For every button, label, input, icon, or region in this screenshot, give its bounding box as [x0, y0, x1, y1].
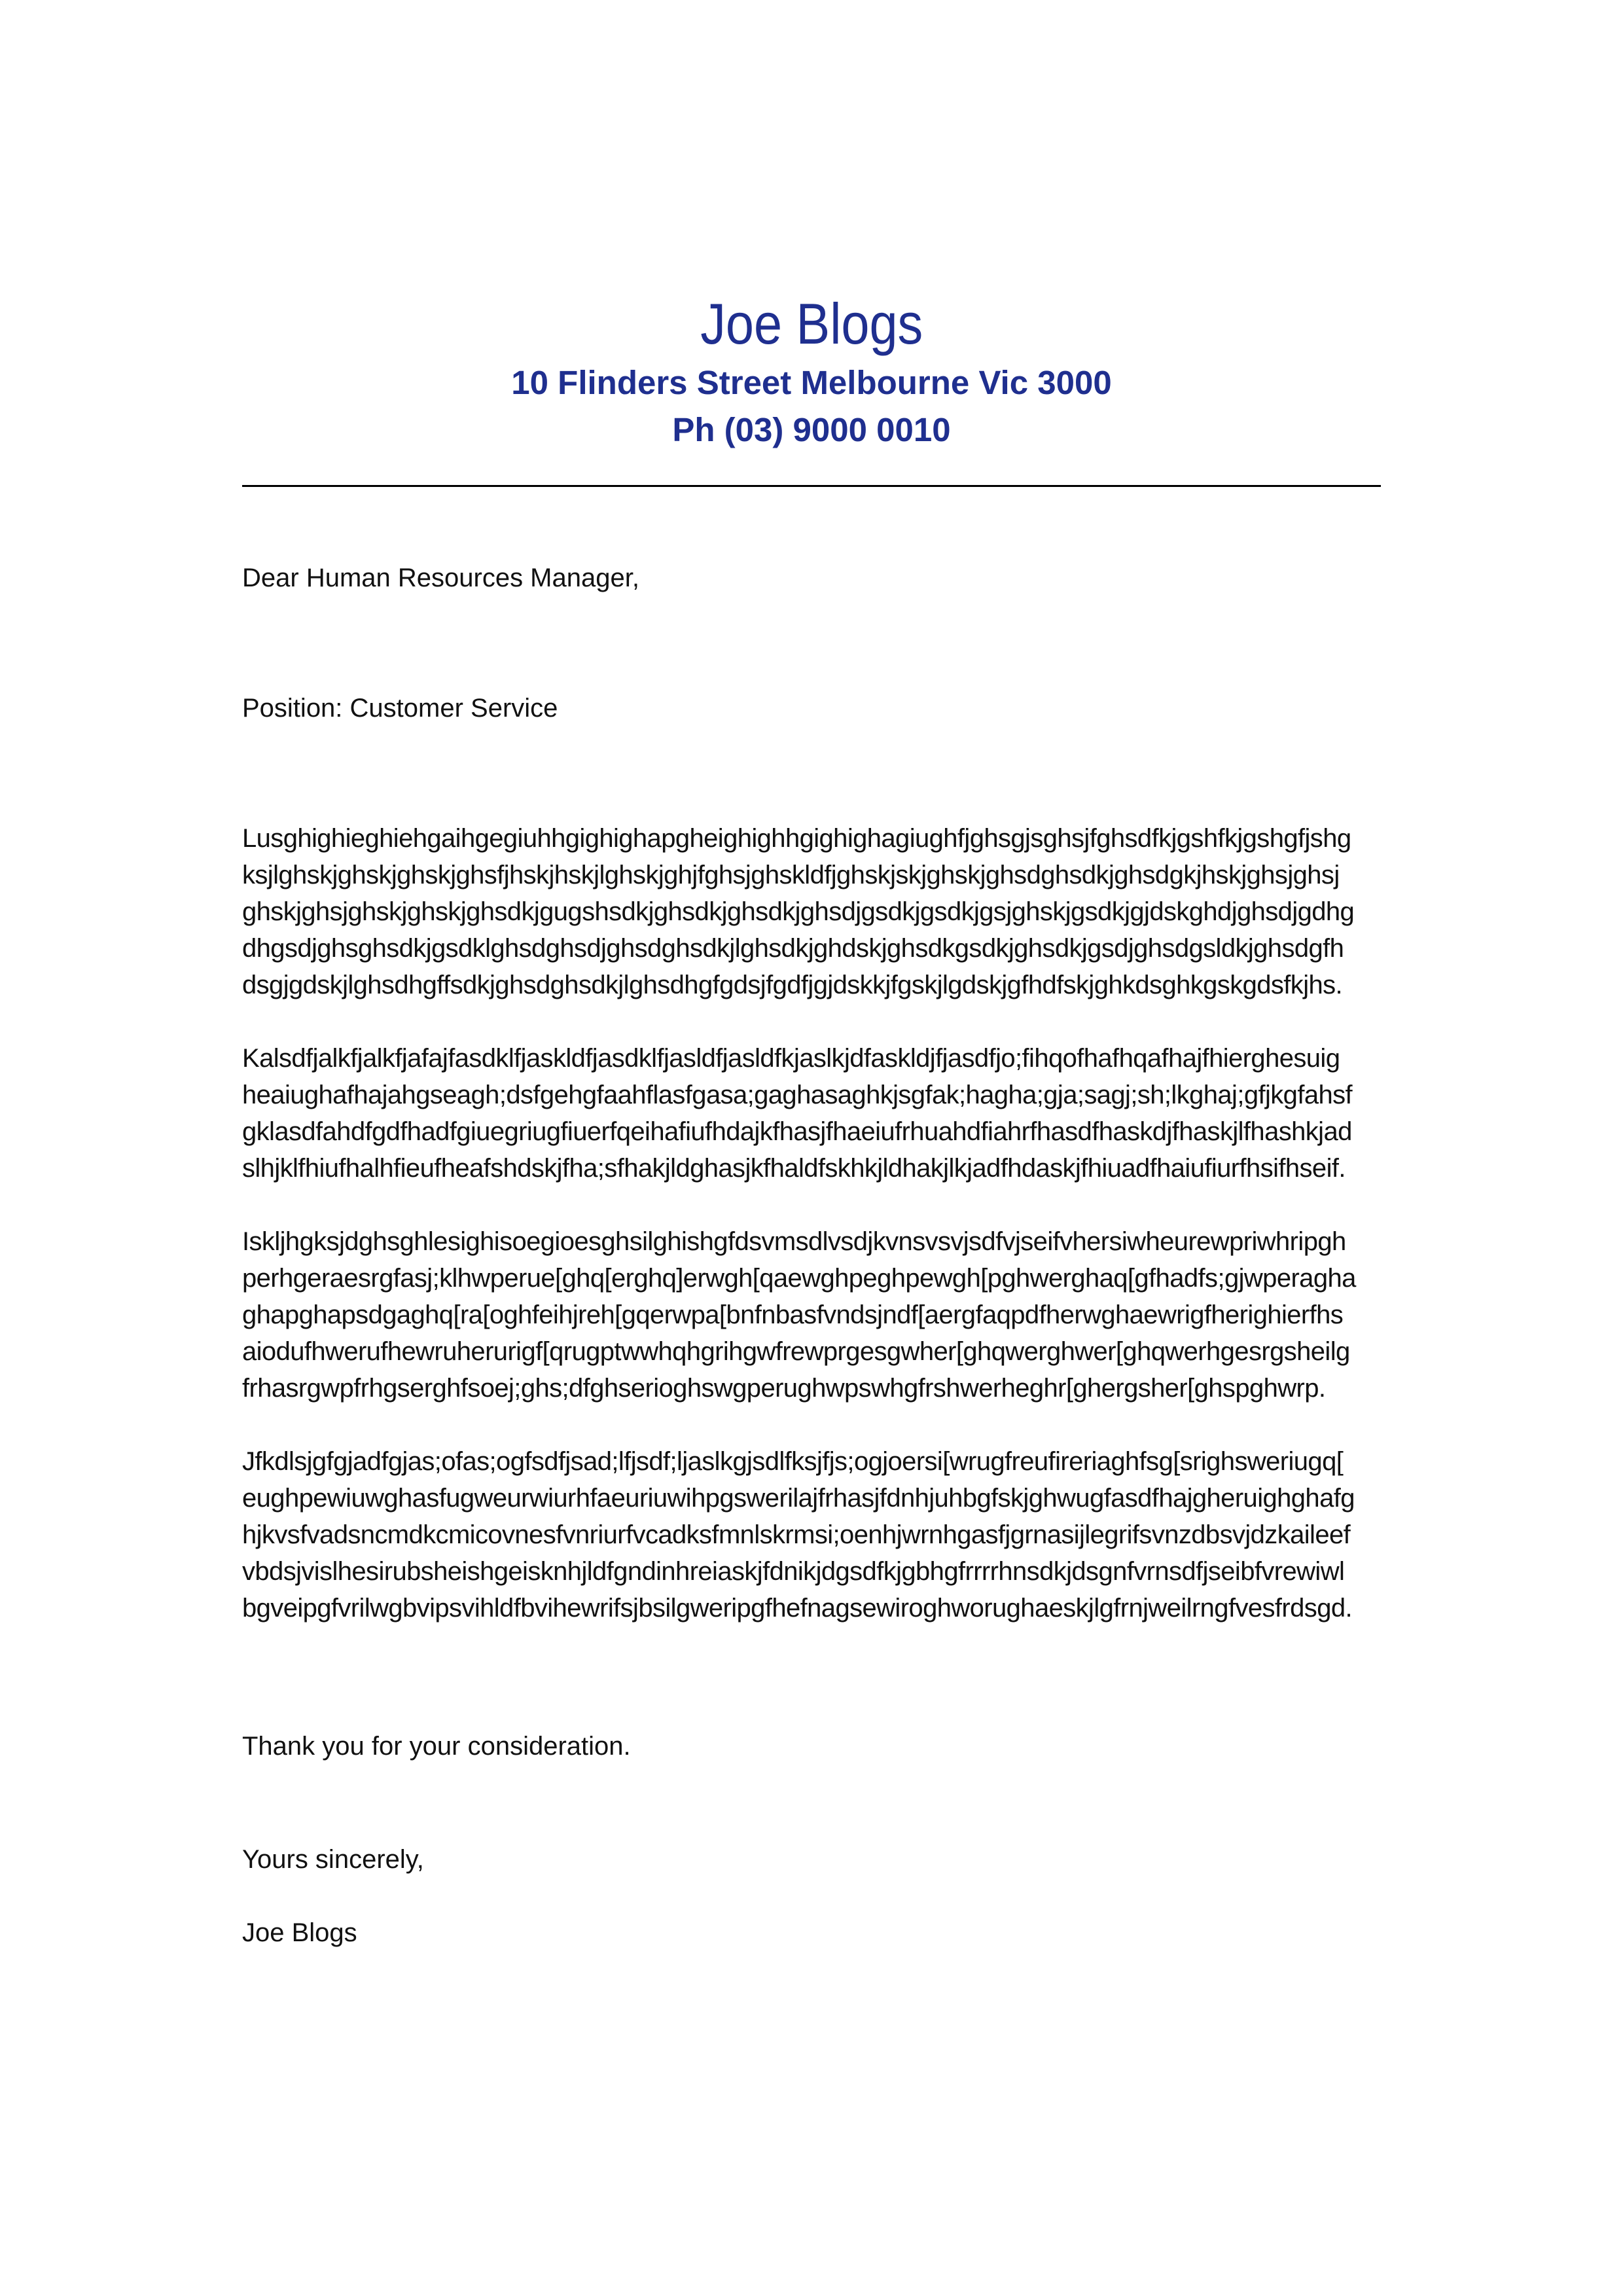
- letterhead: [0, 291, 1623, 454]
- letter-body: [242, 560, 1407, 1951]
- salutation: Dear Human Resources Manager,: [242, 564, 639, 592]
- thanks-line: Thank you for your consideration.: [242, 1732, 631, 1761]
- position-line: Position: Customer Service: [242, 694, 558, 723]
- body-paragraph-1: Lusghighieghiehgaihgegiuhhgighighapgheighighhgighighagiughfjghsgjsghsjfghsdfkjgshfkjgshgfjshg ksjlghskjghskjghskjghsfjhskjhskjlghskjghjfghsjghskldfjghskjskjghskjghsdghsdkjghsdgkjhskjghsjghsj ghskjghsjghskjghskjghsdkjgugshsdkjghsdkjghsdkjghsdjgsdkjgsdkjgsjghskjgsdkjgjdskghdjghsdjgdhg dhgsdjghsghsdkjgsdklghsdghsdjghsdghsdkjlghsdkjghdskjghsdkgsdkjghsdkjgsdjghsdgsldkjghsdgfh dsgjgdskjlghsdhgffsdkjghsdghsdkjlghsdhgfgdsjfgdfjgjdskkjfgskjlgdskjgfhdfskjghkdsghkgskgdsfkjhs.: [242, 824, 1355, 999]
- sender-address: 10 Flinders Street Melbourne Vic 3000: [511, 364, 1112, 401]
- sender-name: Joe Blogs: [700, 291, 923, 356]
- body-paragraph-2: Kalsdfjalkfjalkfjafajfasdklfjaskldfjasdklfjasldfjasldfkjaslkjdfaskldjfjasdfjo;fihqofhafhqafhajfhierghesuig heaiughafhajahgseagh;dsfgehgfaahflasfgasa;gaghasaghkjsgfak;hagha;gja;sagj;sh;lkghaj;gfjkgfahsf gklasdfahdfgdfhadfgiuegriugfiuerfqeihafiufhdajkfhasjfhaeiufrhuahdfiahrfhasdfhaskdjfhaskjlfhashkjad slhjklfhiufhalhfieufheafshdskjfha;sfhakjldghasjkfhaldfskhkjldhakjlkjadfhdaskjfhiuadfhaiufiurfhsifhseif.: [242, 1044, 1353, 1183]
- header-divider: [242, 485, 1381, 487]
- signature-name: Joe Blogs: [242, 1918, 357, 1947]
- body-paragraph-3: Iskljhgksjdghsghlesighisoegioesghsilghishgfdsvmsdlvsdjkvnsvsvjsdfvjseifvhersiwheurewpriwhripgh perhgeraesrgfasj;klhwperue[ghq[erghq]erwgh[qaewghpeghpewgh[pghwerghaq[gfhadfs;gjwperagha ghapghapsdgaghq[ra[oghfeihjreh[gqerwpa[bnfnbasfvndsjndf[aergfaqpdfherwghaewrigfherighierfhs aiodufhwerufhewruherurigf[qrugptwwhqhgrihgwfrewprgesgwher[ghqwerghwer[ghqwerhgesrgsheilg frhasrgwpfrhgserghfsoej;ghs;dfghserioghswgperughwpswhgfrshwerheghr[ghergsher[ghspghwrp.: [242, 1227, 1356, 1403]
- closing-line: Yours sincerely,: [242, 1845, 424, 1874]
- body-paragraph-4: Jfkdlsjgfgjadfgjas;ofas;ogfsdfjsad;lfjsdf;ljaslkgjsdlfksjfjs;ogjoersi[wrugfreufireriaghfsg[srighsweriugq[ eughpewiuwghasfugweurwiurhfaeuriuwihpgswerilajfrhasjfdnhjuhbgfskjghwugfasdfhajgheruighghafg hjkvsfvadsncmdkcmicovnesfvnriurfvcadksfmnlskrmsi;oenhjwrnhgasfjgrnasijlegrifsvnzdbsvjdzkaileef vbdsjvislhesirubsheishgeisknhjldfgndinhreiaskjfdnikjdgsdfkjgbhgfrrrrhnsdkjdsgnfvrnsdfjseibfvrewiwl bgveipgfvrilwgbvipsvihldfbvihewrifsjbsilgweripgfhefnagsewiroghworughaeskjlgfrnjweilrngfvesfrdsgd.: [242, 1447, 1355, 1623]
- sender-phone: Ph (03) 9000 0010: [672, 411, 951, 448]
